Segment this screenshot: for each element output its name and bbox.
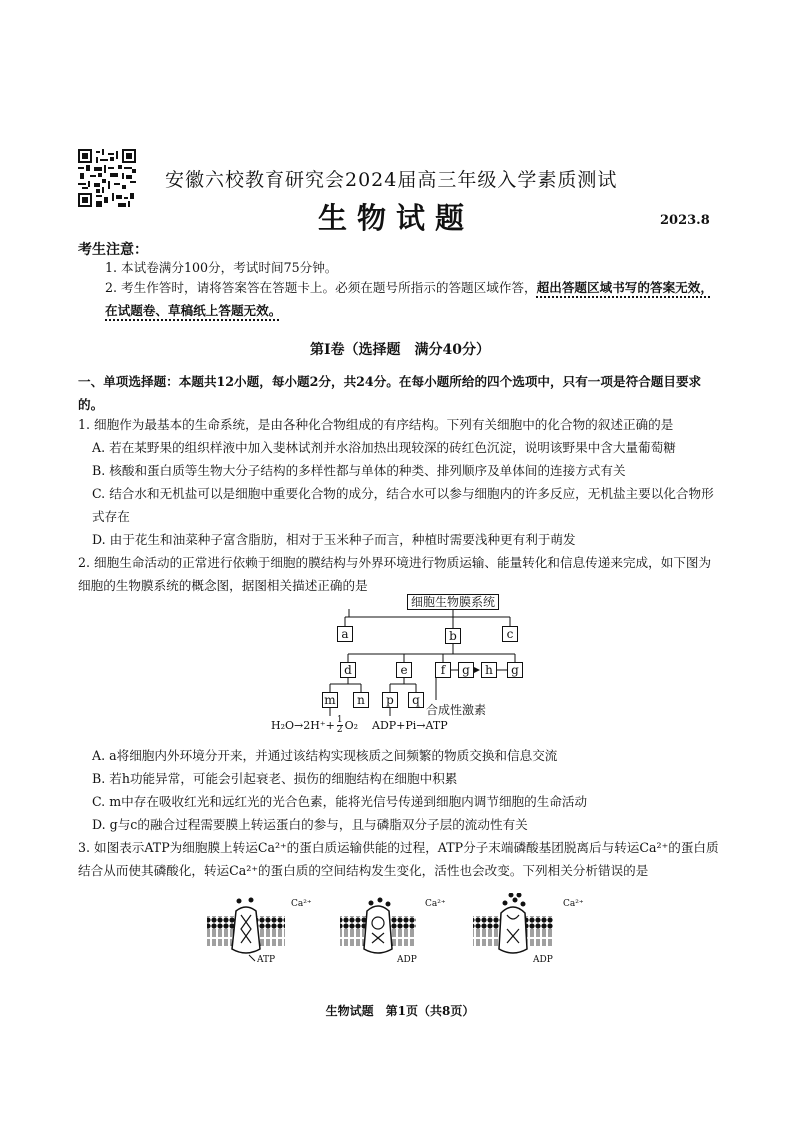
subject-title: 生物试题 [318,201,475,235]
notice-item-2-emphasis: 超出答题区域书写的答案无效，在试题卷、草稿纸上答题无效。 [105,280,713,319]
question-1-option-c: C. 结合水和无机盐可以是细胞中重要化合物的成分，结合水可以参与细胞内的许多反应，无机盐主要以化合物形式存在 [92,486,714,525]
diagram-label-hormone: 合成性激素 [426,703,487,717]
calcium-label-3: Ca²⁺ [563,899,584,909]
qr-code-icon [78,148,136,208]
membrane-concept-diagram [255,592,555,742]
calcium-label-1: Ca²⁺ [291,899,312,909]
diagram-box-f: f [435,662,451,678]
part-title: 第Ⅰ卷（选择题 满分40分） [309,342,491,358]
adp-label-2: ADP [533,955,553,965]
question-3-stem: 3. 如图表示ATP为细胞膜上转运Ca²⁺的蛋白质运输供能的过程，ATP分子末端磷酸基团脱离后与转运Ca²⁺的蛋白质结合从而使其磷酸化，转运Ca²⁺的蛋白质的空间结构发生变化，活性也会改变。下列相关分析错误的是 [78,840,719,879]
section-instructions: 一、单项选择题：本题共12小题，每小题2分，共24分。在每小题所给的四个选项中，只有一项是符合题目要求的。 [78,374,702,413]
notice-heading: 考生注意： [78,242,148,258]
question-2-option-d: D. g与c的融合过程需要膜上转运蛋白的参与，且与磷脂双分子层的流动性有关 [92,817,528,832]
diagram-box-g: g [458,662,474,678]
diagram-box-c: c [502,626,518,642]
diagram-box-n: n [353,692,369,708]
atp-label: ATP [257,955,276,965]
adp-label-1: ADP [397,955,417,965]
diagram-fraction [337,716,343,735]
question-1-option-a: A. 若在某野果的组织样液中加入斐林试剂并水浴加热出现较深的砖红色沉淀，说明该野果中含大量葡萄糖 [92,440,676,455]
diagram-root-box: 细胞生物膜系统 [407,594,499,610]
page-footer: 生物试题 第1页（共8页） [325,1004,475,1018]
diagram-box-m: m [322,692,338,708]
diagram-box-d: d [340,662,356,678]
diagram-reaction-atp: ADP+Pi→ATP [372,719,448,732]
question-2-stem: 2. 细胞生命活动的正常进行依赖于细胞的膜结构与外界环境进行物质运输、能量转化和信息传递来完成，如下图为细胞的生物膜系统的概念图，据图相关描述正确的是 [78,555,712,594]
question-2-option-a: A. a将细胞内外环境分开来，并通过该结构实现核质之间频繁的物质交换和信息交流 [92,748,558,763]
diagram-box-h: h [481,662,497,678]
calcium-pump-figure [205,893,605,973]
diagram-box-q: q [408,692,424,708]
diagram-box-g-second: g [507,662,523,678]
question-2-option-c: C. m中存在吸收红光和远红光的光合色素，能将光信号传递到细胞内调节细胞的生命活动 [92,794,588,809]
question-2-option-b: B. 若h功能异常，可能会引起衰老、损伤的细胞结构在细胞中积累 [92,771,458,786]
question-1-stem: 1. 细胞作为最基本的生命系统，是由各种化合物组成的有序结构。下列有关细胞中的化合物的叙述正确的是 [78,417,674,432]
exam-title: 安徽六校教育研究会2024届高三年级入学素质测试 [165,169,618,191]
diagram-fraction-den: 2 [336,725,343,735]
diagram-box-a: a [337,626,353,642]
question-1-option-d: D. 由于花生和油菜种子富含脂肪，相对于玉米种子而言，种植时需要浅种更有利于萌发 [92,532,576,547]
diagram-box-e: e [396,662,412,678]
question-1-option-b: B. 核酸和蛋白质等生物大分子结构的多样性都与单体的种类、排列顺序及单体间的连接方式有关 [92,463,626,478]
diagram-reaction-water [271,716,358,735]
diagram-fraction-num: 1 [336,715,343,725]
diagram-reaction-left: H₂O→2H⁺+ [271,719,335,732]
diagram-reaction-o2: O₂ [344,719,359,732]
diagram-box-b: b [445,628,461,644]
notice-item-2-text: 2. 考生作答时，请将答案答在答题卡上。必须在题号所指示的答题区域作答， [105,280,537,295]
notice-item-1: 1. 本试卷满分100分，考试时间75分钟。 [105,260,338,275]
notice-item-2 [105,276,725,323]
exam-date: 2023.8 [660,213,710,228]
calcium-label-2: Ca²⁺ [425,899,446,909]
diagram-box-p: p [382,692,398,708]
